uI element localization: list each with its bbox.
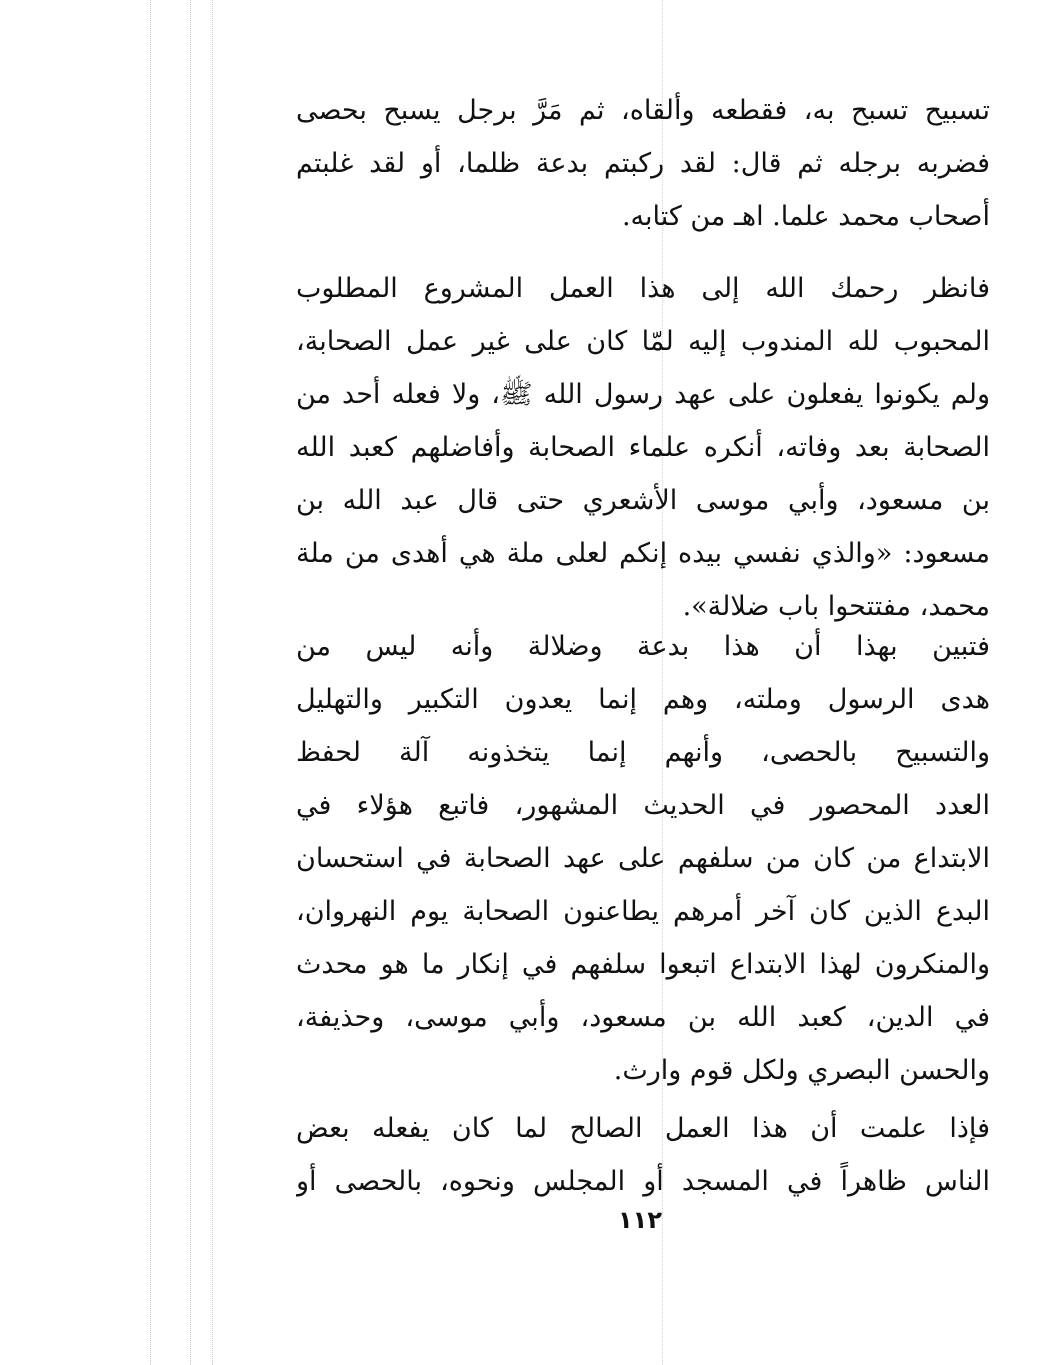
text-line: العدد المحصور في الحديث المشهور، فاتبع هؤلاء في bbox=[296, 790, 990, 821]
text-line: محمد، مفتتحوا باب ضلالة». bbox=[682, 591, 990, 622]
scan-artifact-line bbox=[150, 0, 151, 1365]
text-line: والتسبيح بالحصى، وأنهم إنما يتخذونه آلة لحفظ bbox=[296, 737, 990, 768]
text-line: الابتداع من كان من سلفهم على عهد الصحابة في استحسان bbox=[296, 843, 990, 874]
text-line: والحسن البصري ولكل قوم وارث. bbox=[613, 1055, 990, 1086]
text-line: مسعود: «والذي نفسي بيده إنكم لعلى ملة هي أهدى من ملة bbox=[296, 538, 990, 569]
paragraph-1 bbox=[296, 84, 990, 243]
text-line: ولم يكونوا يفعلون على عهد رسول الله ﷺ، ولا فعله أحد من bbox=[296, 379, 990, 410]
text-line: الناس ظاهراً في المسجد أو المجلس ونحوه، بالحصى أو bbox=[296, 1166, 990, 1197]
text-line: المحبوب لله المندوب إليه لمّا كان على غير عمل الصحابة، bbox=[296, 326, 990, 357]
scan-artifact-line bbox=[212, 0, 213, 1365]
paragraph-4 bbox=[296, 1102, 990, 1208]
text-line: البدع الذين كان آخر أمرهم يطاعنون الصحابة يوم النهروان، bbox=[296, 896, 990, 927]
text-line: فإذا علمت أن هذا العمل الصالح لما كان يفعله بعض bbox=[296, 1113, 990, 1144]
text-line: الصحابة بعد وفاته، أنكره علماء الصحابة وأفاضلهم كعبد الله bbox=[296, 432, 990, 463]
text-line: في الدين، كعبد الله بن مسعود، وأبي موسى، وحذيفة، bbox=[296, 1002, 990, 1033]
text-line: أصحاب محمد علما. اهـ من كتابه. bbox=[621, 201, 990, 232]
scan-artifact-line bbox=[190, 0, 191, 1365]
text-line: فانظر رحمك الله إلى هذا العمل المشروع المطلوب bbox=[296, 273, 990, 304]
text-line: فتبين بهذا أن هذا بدعة وضلالة وأنه ليس من bbox=[296, 631, 990, 662]
paragraph-3 bbox=[296, 620, 990, 1097]
text-line: فضربه برجله ثم قال: لقد ركبتم بدعة ظلما، أو لقد غلبتم bbox=[296, 148, 990, 179]
text-line: بن مسعود، وأبي موسى الأشعري حتى قال عبد الله بن bbox=[296, 485, 990, 516]
text-line: والمنكرون لهذا الابتداع اتبعوا سلفهم في إنكار ما هو محدث bbox=[296, 949, 990, 980]
text-line: تسبيح تسبح به، فقطعه وألقاه، ثم مَرَّ برجل يسبح بحصى bbox=[296, 95, 990, 126]
page-number: ١١٢ bbox=[618, 1206, 662, 1234]
paragraph-2 bbox=[296, 262, 990, 633]
text-line: هدى الرسول وملته، وهم إنما يعدون التكبير والتهليل bbox=[296, 684, 990, 715]
